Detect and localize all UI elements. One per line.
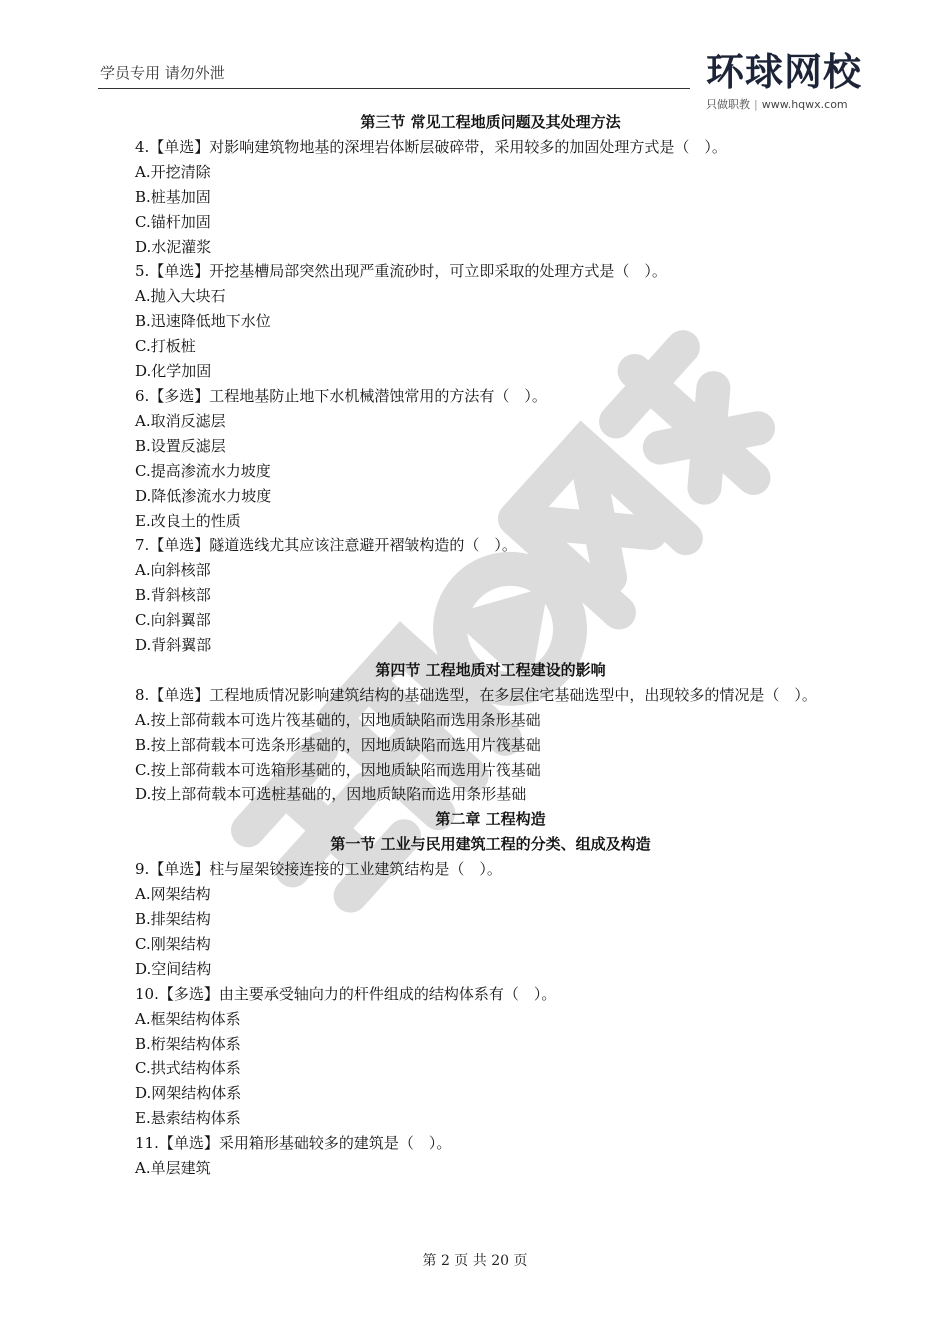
answer-option: D.按上部荷载本可选桩基础的，因地质缺陷而选用条形基础 [135, 785, 527, 804]
section-heading: 第三节 常见工程地质问题及其处理方法 [360, 113, 621, 131]
question-stem: 4.【单选】对影响建筑物地基的深埋岩体断层破碎带，采用较多的加固处理方式是（ ）。 [135, 137, 727, 156]
answer-option: B.背斜核部 [135, 586, 211, 605]
answer-option: A.网架结构 [135, 885, 211, 904]
answer-option: C.提高渗流水力坡度 [135, 461, 271, 480]
question-stem: 9.【单选】柱与屋架铰接连接的工业建筑结构是（ ）。 [135, 860, 502, 879]
brand-logo [706, 52, 876, 116]
section-heading: 第二章 工程构造 [435, 810, 546, 829]
answer-option: B.桩基加固 [135, 187, 211, 206]
header-divider [98, 88, 690, 89]
question-stem: 6.【多选】工程地基防止地下水机械潜蚀常用的方法有（ ）。 [135, 386, 547, 405]
question-stem: 5.【单选】开挖基槽局部突然出现严重流砂时，可立即采取的处理方式是（ ）。 [135, 262, 667, 281]
answer-option: D.化学加固 [135, 362, 212, 381]
answer-option: D.背斜翼部 [135, 636, 212, 655]
answer-option: E.改良土的性质 [135, 511, 241, 530]
answer-option: C.向斜翼部 [135, 611, 211, 630]
answer-option: D.水泥灌浆 [135, 237, 212, 256]
answer-option: A.单层建筑 [135, 1159, 211, 1178]
answer-option: C.拱式结构体系 [135, 1059, 241, 1078]
answer-option: D.降低渗流水力坡度 [135, 486, 272, 505]
answer-option: B.设置反滤层 [135, 436, 226, 455]
question-stem: 8.【单选】工程地质情况影响建筑结构的基础选型，在多层住宅基础选型中，出现较多的情况是（ ）。 [135, 685, 817, 704]
answer-option: D.网架结构体系 [135, 1084, 242, 1103]
answer-option: A.抛入大块石 [135, 287, 226, 306]
question-stem: 10.【多选】由主要承受轴向力的杆件组成的结构体系有（ ）。 [135, 984, 557, 1003]
answer-option: C.按上部荷载本可选箱形基础的，因地质缺陷而选用片筏基础 [135, 760, 541, 779]
answer-option: D.空间结构 [135, 959, 212, 978]
logo-url: www.hqwx.com [761, 98, 848, 111]
answer-option: B.排架结构 [135, 910, 211, 928]
answer-option: A.取消反滤层 [135, 411, 226, 430]
answer-option: A.按上部荷载本可选片筏基础的，因地质缺陷而选用条形基础 [135, 710, 541, 729]
header-note: 学员专用 请勿外泄 [100, 64, 225, 82]
logo-separator: | [754, 98, 758, 111]
answer-option: E.悬索结构体系 [135, 1109, 241, 1128]
answer-option: C.锚杆加固 [135, 212, 211, 231]
logo-name: 环球网校 [706, 50, 863, 94]
question-stem: 11.【单选】采用箱形基础较多的建筑是（ ）。 [135, 1134, 452, 1153]
answer-option: A.向斜核部 [135, 561, 211, 580]
answer-option: A.开挖清除 [135, 162, 211, 181]
answer-option: C.刚架结构 [135, 934, 211, 953]
page-footer: 第 2 页 共 20 页 [422, 1253, 528, 1269]
logo-slogan: 只做职教 [706, 98, 750, 111]
question-stem: 7.【单选】隧道选线尤其应该注意避开褶皱构造的（ ）。 [135, 536, 517, 555]
answer-option: B.按上部荷载本可选条形基础的，因地质缺陷而选用片筏基础 [135, 735, 541, 754]
answer-option: A.框架结构体系 [135, 1009, 241, 1028]
document-body [108, 110, 873, 1181]
answer-option: B.迅速降低地下水位 [135, 312, 271, 331]
section-heading: 第一节 工业与民用建筑工程的分类、组成及构造 [330, 835, 651, 854]
answer-option: B.桁架结构体系 [135, 1034, 241, 1053]
answer-option: C.打板桩 [135, 337, 196, 356]
section-heading: 第四节 工程地质对工程建设的影响 [375, 660, 606, 679]
